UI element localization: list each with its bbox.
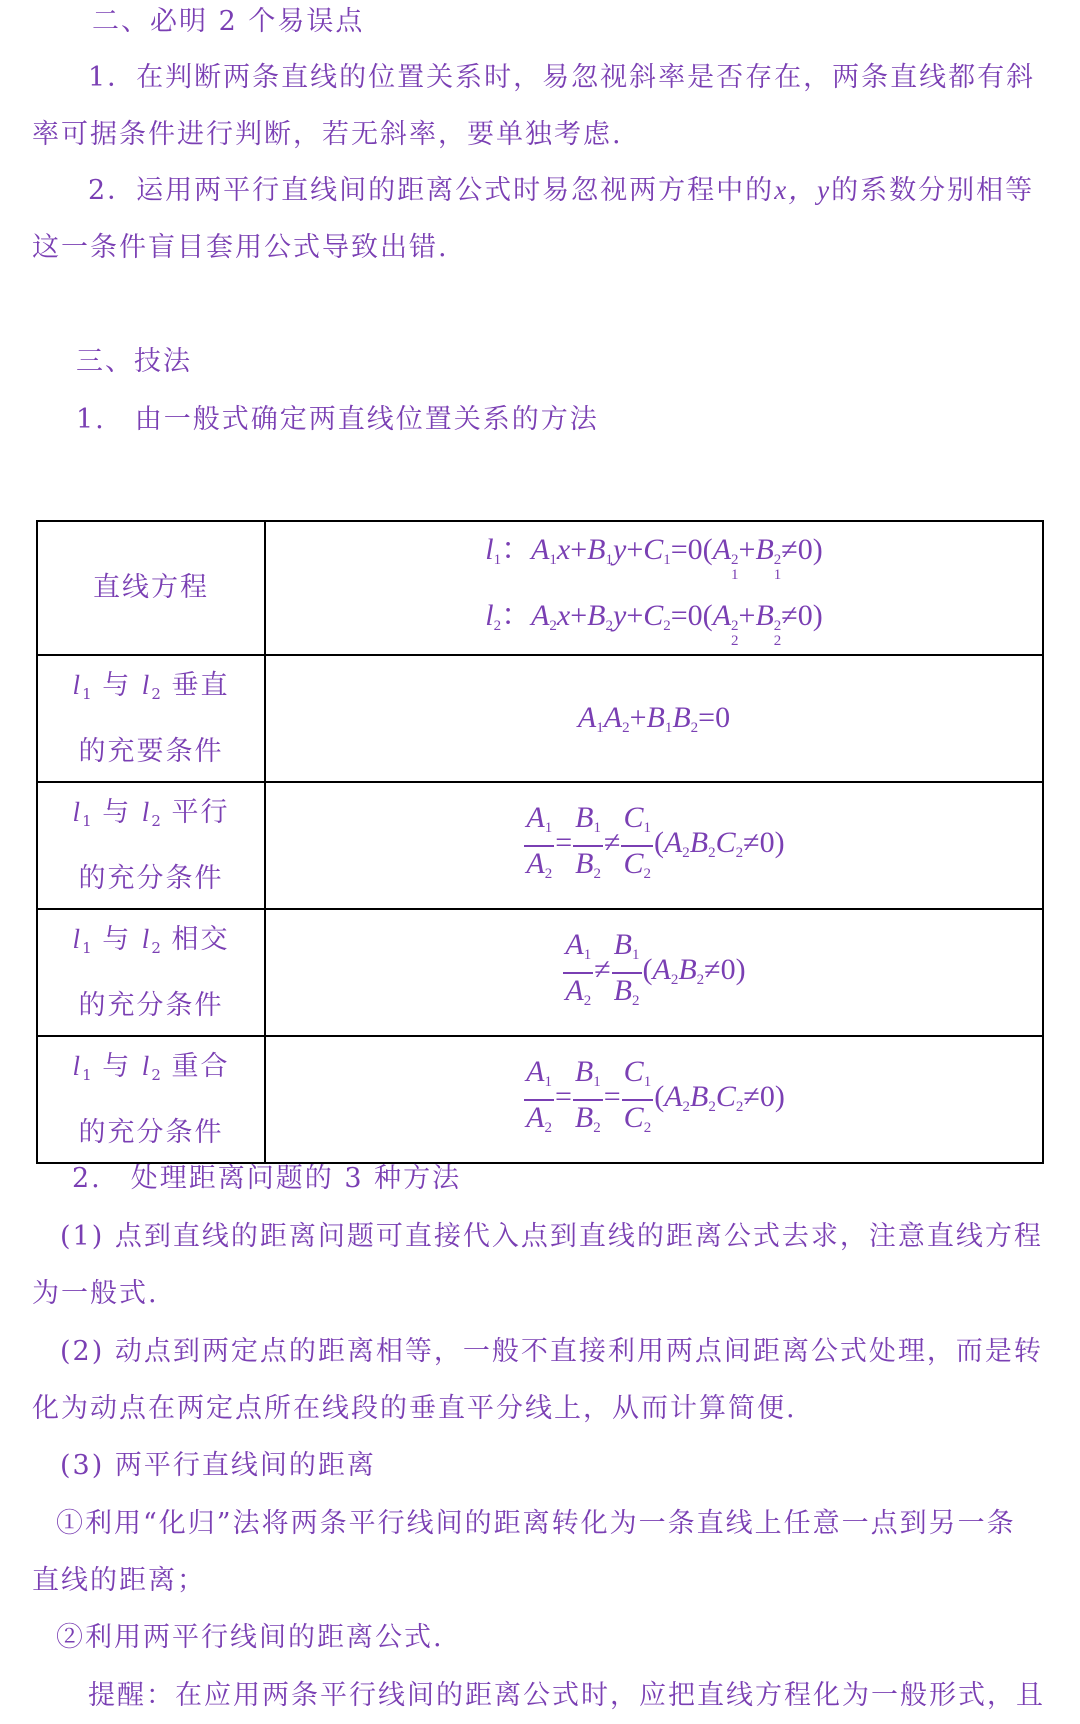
method-3a-line-1: ①利用“化归”法将两条平行线间的距离转化为一条直线上任意一点到另一条: [56, 1508, 1016, 1539]
pitfall-1-line-1: 1．在判断两条直线的位置关系时，易忽视斜率是否存在，两条直线都有斜: [88, 62, 1036, 93]
table-row: [37, 782, 1043, 909]
reminder-text: 提醒：在应用两条平行线间的距离公式时，应把直线方程化为一般形式，且: [88, 1680, 1045, 1711]
method-1-line-1: (1) 点到直线的距离问题可直接代入点到直线的距离公式去求，注意直线方程: [60, 1221, 1043, 1252]
pitfall-1-line-2: 率可据条件进行判断，若无斜率，要单独考虑.: [32, 119, 623, 150]
method-3a-line-2: 直线的距离；: [32, 1565, 206, 1596]
method2-title: 2. 处理距离问题的 3 种方法: [72, 1163, 462, 1194]
label-line-1: $l_1$ 与 $l_2$ 垂直: [72, 670, 230, 703]
table-row: [37, 655, 1043, 782]
method-2-line-1: (2) 动点到两定点的距离相等，一般不直接利用两点间距离公式处理，而是转: [60, 1336, 1043, 1367]
label-line-2: 的充分条件: [78, 863, 224, 894]
label-line-2: 的充要条件: [78, 736, 224, 767]
perpendicular-condition: $A_1A_2+B_1B_2=0$: [265, 655, 1043, 782]
equation-l2: $l_2$：$A_2x+B_2y+C_2=0(A$ 2 2 +B 2 2 ≠0): [485, 599, 823, 649]
method-2-line-2: 化为动点在两定点所在线段的垂直平分线上，从而计算简便.: [32, 1393, 797, 1424]
equation-l1: $l_1$：$A_1x+B_1y+C_1=0(A$ 2 1 +B 2 1 ≠0): [485, 533, 823, 583]
label-line-2: 的充分条件: [78, 1117, 224, 1148]
pitfall-2-line-2: 这一条件盲目套用公式导致出错.: [32, 232, 449, 263]
table-row: [37, 521, 1043, 655]
label-line-2: 的充分条件: [78, 990, 224, 1021]
method1-title: 1. 由一般式确定两直线位置关系的方法: [76, 404, 599, 435]
intersect-condition: $\frac{A_1}{A_2}$ ≠ $\frac{B_1}{B_2}$ $(A_2B_2\ne 0)$: [265, 909, 1043, 1036]
label-line-1: $l_1$ 与 $l_2$ 相交: [72, 924, 230, 957]
line-relations-table: [36, 520, 1044, 1164]
method-1-line-2: 为一般式.: [32, 1278, 159, 1309]
header-label: 直线方程: [93, 572, 209, 603]
section3-title: 三、技法: [76, 346, 192, 377]
pitfall-2-line-1: [88, 177, 1034, 204]
method-3-title: (3) 两平行直线间的距离: [60, 1450, 376, 1481]
label-line-1: $l_1$ 与 $l_2$ 重合: [72, 1051, 230, 1084]
pitfall-2-text-a: 2．运用两平行直线间的距离公式时易忽视两方程中的: [88, 175, 775, 206]
method-3b: ②利用两平行线间的距离公式.: [56, 1622, 444, 1653]
label-line-1: $l_1$ 与 $l_2$ 平行: [72, 797, 230, 830]
row-label: [37, 782, 265, 909]
row-label: [37, 1036, 265, 1163]
equations-cell: [265, 521, 1043, 655]
pitfall-2-vars: x，y: [774, 175, 832, 205]
table-row: [37, 1036, 1043, 1163]
row-label: [37, 521, 265, 655]
coincide-condition: $\frac{A_1}{A_2}$ = $\frac{B_1}{B_2}$ = $\frac{C_1}{C_2}$ $(A_2B_2C_2\ne 0)$: [265, 1036, 1043, 1163]
pitfall-2-text-c: 的系数分别相等: [831, 175, 1035, 206]
section2-title: 二、必明 2 个易误点: [92, 6, 365, 37]
row-label: [37, 909, 265, 1036]
table-row: [37, 909, 1043, 1036]
parallel-condition: $\frac{A_1}{A_2}$ = $\frac{B_1}{B_2}$ ≠ $\frac{C_1}{C_2}$ $(A_2B_2C_2\ne 0)$: [265, 782, 1043, 909]
row-label: [37, 655, 265, 782]
